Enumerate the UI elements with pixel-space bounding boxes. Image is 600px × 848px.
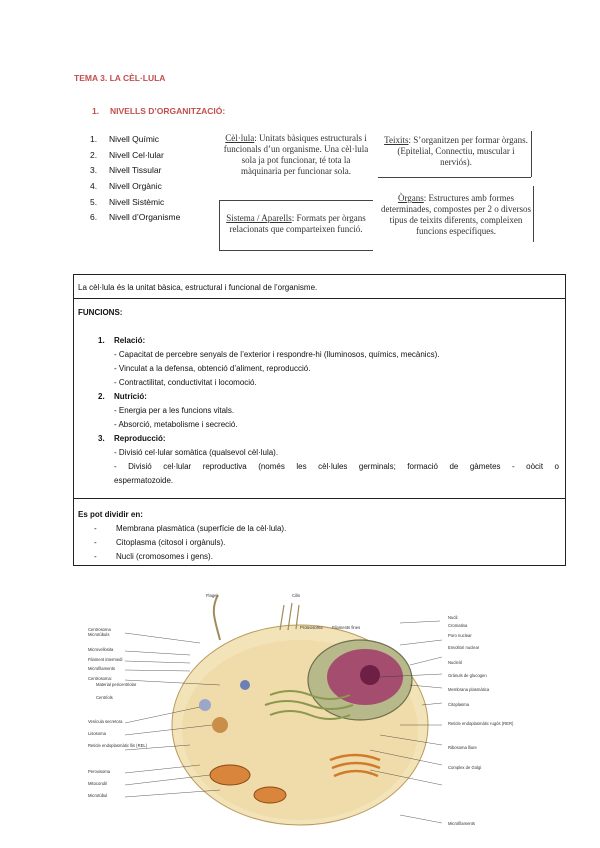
division-dash: -	[94, 524, 97, 533]
level-number: 2.	[90, 149, 98, 160]
function-line: - Vinculat a la defensa, obtenció d’aliment, reproducció.	[114, 364, 311, 373]
definition-organ	[381, 193, 531, 237]
function-line: - Divisió cel·lular reproductiva (només les cèl·lules germinals; formació de gàmetes - oòcit o	[114, 462, 559, 471]
diagram-label: Envoltori nuclear	[448, 645, 480, 650]
diagram-label: Centríols	[96, 695, 113, 700]
level-number: 1.	[90, 134, 98, 144]
level-label: Nivell Sistèmic	[109, 196, 165, 207]
division-item	[94, 524, 286, 533]
function-number: 1.	[98, 336, 105, 345]
function-label: Nutrició:	[114, 392, 147, 401]
function-line: espermatozoide.	[114, 476, 174, 485]
diagram-label: Material pericentriolar	[96, 682, 137, 687]
diagram-label: Filaments fines	[332, 625, 361, 630]
mitochondrion	[210, 765, 250, 785]
level-item	[90, 150, 180, 166]
definition-term: Òrgans	[397, 193, 424, 203]
division-heading: Es pot dividir en:	[78, 510, 143, 519]
division-dash: -	[94, 552, 97, 561]
level-label: Nivell Tissular	[109, 165, 162, 176]
definition-term: Teixits	[384, 135, 409, 145]
definition-text: : Unitats bàsiques estructurals i funcionals d’un organisme. Una cèl·lula sola ja pot funcionar, té tota la màquinaria per funcionar sola.	[223, 133, 369, 176]
diagram-label: Microvellosita	[88, 647, 114, 652]
section-heading	[92, 106, 225, 116]
diagram-label: Microtúbuls	[88, 632, 110, 637]
definition-term: Cèl·lula	[225, 133, 255, 143]
summary-row	[74, 275, 565, 299]
diagram-label: Microfilaments	[88, 666, 115, 671]
diagram-label: Complex de Golgi	[448, 765, 482, 770]
summary-text: La cèl·lula és la unitat bàsica, estructural i funcional de l’organisme.	[78, 283, 318, 292]
diagram-label: Nucleòl	[448, 660, 462, 665]
level-item	[90, 165, 180, 181]
centrosome	[240, 680, 250, 690]
level-label: Nivell d’Organisme	[109, 212, 181, 223]
diagram-label: Ribosoma lliure	[448, 745, 477, 750]
diagram-label: Proteosoma	[300, 625, 323, 630]
section-label: NIVELLS D’ORGANITZACIÓ:	[110, 106, 226, 116]
flagellum	[214, 595, 220, 640]
divider	[219, 200, 373, 201]
level-number: 6.	[90, 212, 98, 223]
function-label: Reproducció:	[114, 434, 166, 443]
diagram-label: Microfilaments	[448, 821, 475, 826]
info-table	[73, 274, 566, 566]
function-line: - Absorció, metabolisme i secreció.	[114, 420, 238, 429]
diagram-label: Cilis	[292, 593, 300, 598]
division-row	[74, 499, 565, 567]
diagram-label: Cromatina	[448, 623, 468, 628]
nucleolus	[360, 665, 380, 685]
divider	[378, 177, 531, 178]
section-number: 1.	[92, 106, 100, 116]
function-title	[98, 392, 147, 401]
diagram-label: Reticle endoplasmàtic rugós (RER)	[448, 721, 514, 726]
secretory-vesicle	[199, 699, 211, 711]
division-item	[94, 538, 225, 547]
diagram-label: Centrosoma:	[88, 676, 112, 681]
level-item	[90, 212, 180, 228]
diagram-label: Microtúbul	[88, 793, 108, 798]
diagram-label: Membrana plasmàtica	[448, 687, 490, 692]
division-item	[94, 552, 213, 561]
diagram-label: Lisosoma	[88, 731, 106, 736]
definition-text: : S’organitzen per formar òrgans. (Epitelial, Connectiu, muscular i nerviós).	[397, 135, 528, 167]
division-label: Nucli (cromosomes i gens).	[116, 552, 213, 561]
diagram-label: Vesícula secretora	[88, 719, 123, 724]
diagram-label: Centrosoma	[88, 627, 111, 632]
function-line: - Capacitat de percebre senyals de l’exterior i respondre-hi (lluminosos, químics, mecànics).	[114, 350, 440, 359]
definition-text: : Formats per òrgans relacionats que comparteixen funció.	[229, 213, 366, 234]
division-label: Citoplasma (citosol i orgànuls).	[116, 538, 226, 547]
diagram-label: Nucli:	[448, 615, 459, 620]
mitochondrion	[254, 787, 286, 803]
function-title	[98, 336, 145, 345]
division-label: Membrana plasmàtica (superfície de la cèl·lula).	[116, 524, 287, 533]
level-number: 3.	[90, 165, 98, 176]
page-title: TEMA 3. LA CÈL·LULA	[74, 73, 166, 83]
level-label: Nivell Orgànic	[109, 181, 162, 192]
level-label: Nivell Químic	[109, 134, 160, 144]
divider	[531, 131, 532, 177]
diagram-label: Reticle endoplasmàtic llis (REL)	[88, 743, 148, 748]
function-line: - Divisió cel·lular somàtica (qualsevol cèl·lula).	[114, 448, 279, 457]
diagram-label: Mitocondri	[88, 781, 108, 786]
level-item	[90, 134, 180, 150]
level-item	[90, 197, 180, 213]
function-number: 3.	[98, 434, 105, 443]
functions-heading: FUNCIONS:	[78, 308, 123, 317]
cell-diagram	[70, 585, 530, 840]
divider	[219, 200, 220, 250]
diagram-label: Gránuls de glucogen	[448, 673, 487, 678]
definition-cell	[221, 133, 371, 177]
diagram-label: Flagel	[206, 593, 218, 598]
lysosome	[212, 717, 228, 733]
diagram-label: Citoplasma	[448, 702, 469, 707]
level-number: 5.	[90, 196, 98, 207]
definition-text: : Estructures amb formes determinades, compostes per 2 o diversos tipus de teixits diferents, compleixen funcions específiques.	[381, 193, 531, 236]
diagram-label: Poro nuclear	[448, 633, 472, 638]
function-line: - Energia per a les funcions vitals.	[114, 406, 235, 415]
divider	[219, 250, 373, 251]
definition-term: Sistema / Aparells	[226, 213, 292, 223]
divider	[533, 186, 534, 242]
function-number: 2.	[98, 392, 105, 401]
level-item	[90, 181, 180, 197]
function-line: - Contractilitat, conductivitat i locomoció.	[114, 378, 257, 387]
level-number: 4.	[90, 181, 98, 192]
levels-list	[90, 134, 180, 228]
functions-row	[74, 299, 565, 499]
diagram-label: Peroxisoma	[88, 769, 111, 774]
definition-system	[221, 213, 371, 235]
division-dash: -	[94, 538, 97, 547]
function-title	[98, 434, 166, 443]
function-label: Relació:	[114, 336, 146, 345]
definition-tissue	[381, 135, 531, 168]
diagram-label: Filament intermedi	[88, 657, 123, 662]
level-label: Nivell Cel·lular	[109, 149, 164, 160]
